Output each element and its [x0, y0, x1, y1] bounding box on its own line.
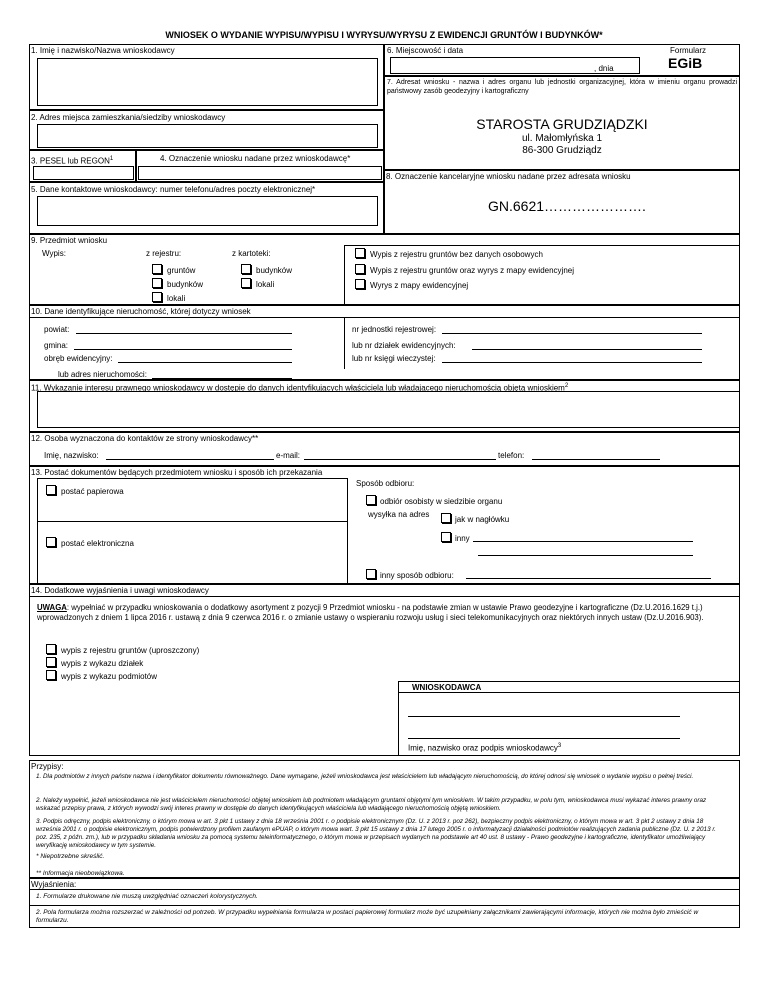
signature-line-1[interactable] — [408, 716, 680, 717]
remarks-inner — [29, 596, 740, 597]
dnia-label: , dnia — [594, 64, 614, 73]
checkbox-wypis-wyrys[interactable] — [355, 264, 365, 274]
checkbox-odbior-osobisty[interactable] — [366, 495, 376, 505]
nr-dzialek-field[interactable] — [472, 349, 702, 350]
explanation-2: 2. Pola formularza można rozszerzać w zależności od potrzeb. W przypadku wypełniania formularza w postaci papierowej formularz może być uzupełniany załącznikami zawierającymi informacje, których nie można było zmieścić w formularzu. — [36, 909, 699, 924]
document-form-left-divider — [37, 521, 348, 522]
telefon-field[interactable] — [532, 459, 660, 460]
section-11-label: 11. Wykazanie interesu prawnego wnioskodawcy w dostępie do danych identyfikujących właściciela lub władającego nieruchomością objętą wnioskiem$^2$ — [31, 383, 569, 393]
inny-sposob-label: inny sposób odbioru: — [380, 571, 454, 580]
section-5-label: 5. Dane kontaktowe wnioskodawcy: numer telefonu/adres poczty elektronicznej* — [31, 185, 316, 194]
section-12-label: 12. Osoba wyznaczona do kontaktów ze strony wnioskodawcy** — [31, 434, 259, 443]
section-8-label: 8. Oznaczenie kancelaryjne wniosku nadane przez adresata wniosku — [386, 172, 631, 181]
footnote-1: 1. Dla podmiotów z innych państw nazwa i identyfikator dokumentu równoważnego. Dane wymagane, jeżeli wnioskodawca jest właścicielem lub władającym nieruchomością, do której odnosi się wniosek o wydanie wypisu o pełnej treści. — [36, 773, 694, 780]
obreb-label: obręb ewidencyjny: — [44, 354, 113, 363]
checkbox-rejestr-lokali[interactable] — [152, 292, 162, 302]
podpis-label: Imię, nazwisko oraz podpis wnioskodawcy$^3$ — [408, 743, 562, 753]
nr-dzialek-label: lub nr działek ewidencyjnych: — [352, 341, 456, 350]
checkbox-wyrys[interactable] — [355, 279, 365, 289]
email-label: e-mail: — [276, 451, 301, 460]
wypis-dzialek-label: wypis z wykazu działek — [61, 659, 144, 668]
inny-adres-field-2[interactable] — [478, 555, 693, 556]
wypis-bez-danych-label: Wypis z rejestru gruntów bez danych osobowych — [370, 250, 543, 259]
nr-ksiegi-field[interactable] — [442, 362, 702, 363]
wypis-label: Wypis: — [42, 249, 66, 258]
obreb-field[interactable] — [118, 362, 292, 363]
checkbox-postac-elektroniczna[interactable] — [46, 537, 56, 547]
signature-line-2[interactable] — [408, 738, 680, 739]
property-divider — [344, 317, 345, 369]
footnote-3: 3. Podpis odręczny, podpis elektroniczny, o którym mowa w art. 3 pkt 1 ustawy z dnia 18 września 2001 r. o podpisie elektronicznym (Dz. U. z 2013 r. poz 262), bezpieczny podpis elektroniczny, o którym mowa w art. 3 pkt 2 ustawy z dnia 18 września 2001 r. o podpisie elektronicznym, podpis potwierdzony profilem zaufanym ePUAP, o którym mowa wart. 3 pkt 15 ustawy z dnia 17 lutego 2005 r. o informatyzacji działalności podmiotów realizujących zadania publiczne (Dz. U. z 2013 r. poz. 235, z późn. zm.), lub w przypadku składania wniosku za pomocą systemu teleinformatycznego, o którym mowa w przepisach wydanych na podstawie art 40 ust. 8 ustawy - Prawo geodezyjne i kartograficzne, identyfikator umożliwiający weryfikację wnioskodawcy w tym systemie. — [36, 818, 716, 849]
z-kartoteki-label: z kartoteki: — [232, 249, 271, 258]
checkbox-wypis-dzialek[interactable] — [46, 657, 56, 667]
section-4-label: 4. Oznaczenie wniosku nadane przez wnioskodawcę* — [160, 154, 351, 163]
form-title: WNIOSEK O WYDANIE WYPISU/WYPISU I WYRYSU/WYRYSU Z EWIDENCJI GRUNTÓW I BUDYNKÓW* — [165, 30, 603, 40]
explanation-row-2 — [29, 905, 740, 906]
checkbox-rejestr-budynkow[interactable] — [152, 278, 162, 288]
nr-jednostki-field[interactable] — [442, 333, 702, 334]
adres-nieruchomosci-field[interactable] — [152, 378, 292, 379]
wysylka-label: wysyłka na adres — [368, 510, 430, 519]
wnioskodawca-label: WNIOSKODAWCA — [412, 683, 482, 692]
postac-papierowa-label: postać papierowa — [61, 487, 124, 496]
explanation-1: 1. Formularze drukowane nie muszą uwzględniać oznaczeń kolorystycznych. — [36, 893, 258, 900]
pesel-field[interactable] — [33, 166, 134, 180]
applicant-name-field[interactable] — [37, 58, 378, 106]
wyjasnienia-label: Wyjaśnienia: — [31, 880, 77, 889]
powiat-field[interactable] — [76, 333, 292, 334]
checkbox-kartoteka-budynkow[interactable] — [241, 264, 251, 274]
powiat-label: powiat: — [44, 325, 70, 334]
checkbox-naglowek[interactable] — [441, 513, 451, 523]
checkbox-wypis-bez-danych[interactable] — [355, 248, 365, 258]
odbior-osobisty-label: odbiór osobisty w siedzibie organu — [380, 497, 503, 506]
star-note-1: * Niepotrzebne skreślić. — [36, 853, 105, 860]
rejestr-gruntow-label: gruntów — [167, 266, 196, 275]
section-2-label: 2. Adres miejsca zamieszkania/siedziby wnioskodawcy — [31, 113, 226, 122]
postac-elektroniczna-label: postać elektroniczna — [61, 539, 134, 548]
contact-field[interactable] — [37, 196, 378, 226]
section-10-label: 10. Dane identyfikujące nieruchomość, której dotyczy wniosek — [31, 307, 251, 316]
wyrys-label: Wyrys z mapy ewidencyjnej — [370, 281, 469, 290]
section-6-label: 6. Miejscowość i data — [387, 46, 464, 55]
rejestr-budynkow-label: budynków — [167, 280, 204, 289]
gmina-field[interactable] — [74, 349, 292, 350]
telefon-label: telefon: — [498, 451, 525, 460]
checkbox-wypis-uproszczony[interactable] — [46, 644, 56, 654]
email-field[interactable] — [304, 459, 496, 460]
adres-nieruchomosci-label: lub adres nieruchomości: — [58, 370, 147, 379]
nr-jednostki-label: nr jednostki rejestrowej: — [352, 325, 437, 334]
star-note-2: ** Informacja nieobowiązkowa. — [36, 870, 125, 877]
formularz-label: Formularz — [670, 46, 707, 55]
przypisy-label: Przypisy: — [31, 762, 64, 771]
section-13-label: 13. Postać dokumentów będących przedmiotem wniosku i sposób ich przekazania — [31, 468, 323, 477]
naglowek-label: jak w nagłówku — [455, 515, 510, 524]
section-1-label: 1. Imię i nazwisko/Nazwa wnioskodawcy — [31, 46, 175, 55]
nr-ksiegi-label: lub nr księgi wieczystej: — [352, 354, 436, 363]
gn-number: GN.6621…………………. — [488, 198, 646, 214]
addressee-street: ul. Małomłyńska 1 — [521, 133, 603, 144]
request-marking-field[interactable] — [138, 166, 382, 180]
sposob-odbioru-label: Sposób odbioru: — [356, 479, 415, 488]
section-7-label: 7. Adresat wniosku - nazwa i adres organu lub jednostki organizacyjnej, która w imieniu organu prowadzi państwowy zasób geodezyjny i kartograficzny — [387, 79, 737, 95]
wypis-wyrys-label: Wypis z rejestru gruntów oraz wyrys z mapy ewidencyjnej — [370, 266, 574, 275]
addressee-city: 86-300 Grudziądz — [522, 145, 602, 156]
checkbox-rejestr-gruntow[interactable] — [152, 264, 162, 274]
inny-adres-field[interactable] — [473, 541, 693, 542]
footnote-2: 2. Należy wypełnić, jeżeli wnioskodawca nie jest właścicielem nieruchomości objętej wnioskiem lub podmiotem władającym gruntami objętymi tym wnioskiem. W takim przypadku, w polu tym, wnioskodawca musi wykazać interes prawny oraz wskazać przepisy prawa, z których wywodzi swój interes prawny w dostępie do danych identyfikujących właściciela lub władającego nieruchomością objętą wnioskiem. — [36, 797, 707, 812]
checkbox-inny-sposob[interactable] — [366, 569, 376, 579]
uwaga-text: UWAGA: wypełniać w przypadku wnioskowania o dodatkowy asortyment z pozycji 9 Przedmiot wniosku - na podstawie zmian w ustawie Prawo geodezyjne i kartograficzne (Dz.U.2016.1629 t.j.) wprowadzonych z dniem 1 lipca 2016 r. ustawą z dnia 9 czerwca 2016 r. o zmianie ustawy o wspieraniu rozwoju usług i sieci telekomunikacyjnych oraz niektórych innych ustaw (Dz.U.2016.903). — [37, 603, 704, 622]
z-rejestru-label: z rejestru: — [146, 249, 182, 258]
address-field[interactable] — [37, 124, 378, 148]
kartoteka-budynkow-label: budynków — [256, 266, 293, 275]
rejestr-lokali-label: lokali — [167, 294, 186, 303]
section-14-label: 14. Dodatkowe wyjaśnienia i uwagi wnioskodawcy — [31, 586, 209, 595]
legal-interest-field[interactable] — [37, 391, 740, 428]
formularz-code: EGiB — [668, 55, 703, 71]
wypis-podmiotow-label: wypis z wykazu podmiotów — [61, 672, 158, 681]
checkbox-inny-adres[interactable] — [441, 532, 451, 542]
imie-field[interactable] — [106, 459, 274, 460]
wypis-uproszczony-label: wypis z rejestru gruntów (uproszczony) — [61, 646, 200, 655]
section-9-label: 9. Przedmiot wniosku — [31, 236, 108, 245]
kartoteka-lokali-label: lokali — [256, 280, 275, 289]
inny-sposob-field[interactable] — [466, 578, 711, 579]
inny-adres-label: inny — [455, 534, 470, 543]
section-3-label: 3. PESEL lub REGON$^1$ — [31, 156, 114, 166]
checkbox-postac-papierowa[interactable] — [46, 485, 56, 495]
addressee-name: STAROSTA GRUDZIĄDZKI — [476, 116, 648, 132]
imie-label: Imię, nazwisko: — [44, 451, 99, 460]
checkbox-kartoteka-lokali[interactable] — [241, 278, 251, 288]
checkbox-wypis-podmiotow[interactable] — [46, 670, 56, 680]
gmina-label: gmina: — [44, 341, 69, 350]
